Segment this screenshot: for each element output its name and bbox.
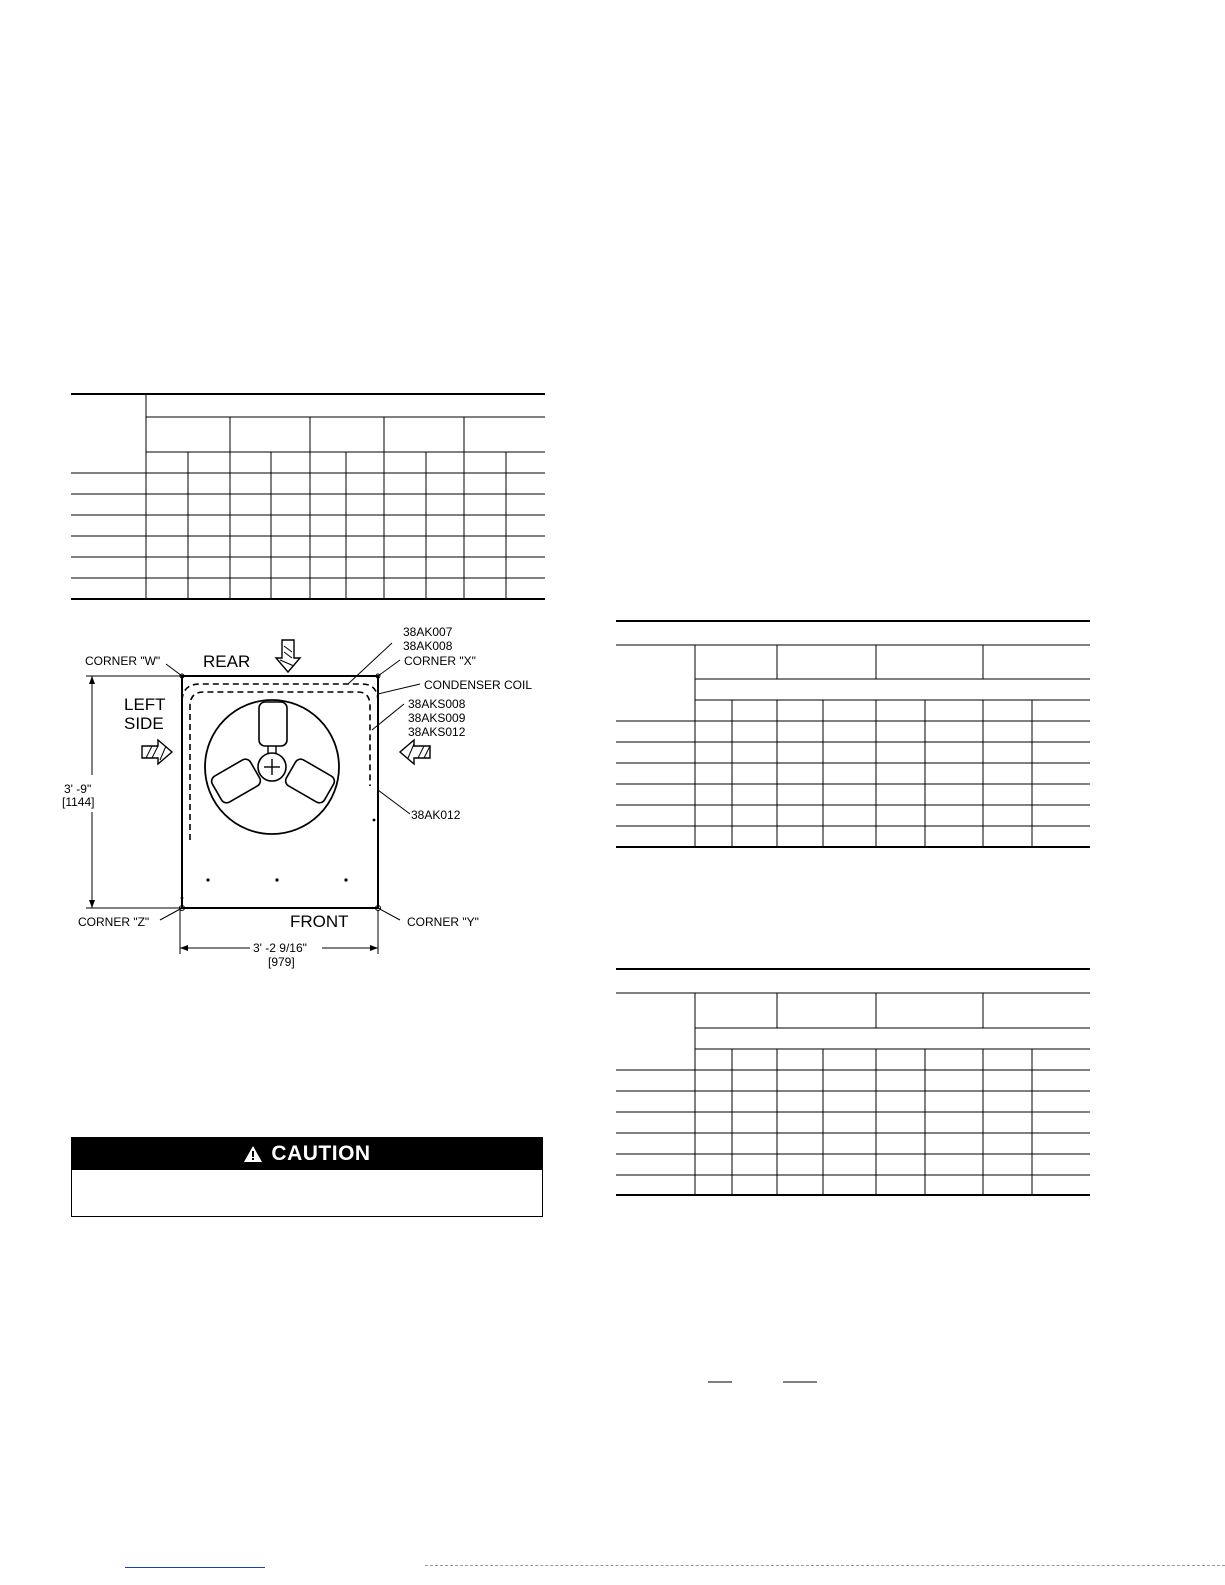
height-mm-label: [1144] [62, 795, 95, 809]
unit-top-view-diagram [0, 0, 600, 980]
right-table-2 [616, 969, 1090, 1195]
caution-header [72, 1138, 542, 1170]
height-dimension-label: 3' -9" [64, 782, 92, 796]
fan-blade [209, 757, 262, 805]
model-38ak008-label: 38AK008 [403, 639, 453, 653]
right-table-1 [616, 621, 1090, 847]
warning-triangle-icon [243, 1145, 263, 1163]
width-mm-label: [979] [268, 955, 295, 969]
rear-label: REAR [203, 652, 251, 671]
footer-rule [425, 1565, 1225, 1566]
model-38ak012-label: 38AK012 [411, 808, 461, 822]
corner-w-label: CORNER "W" [85, 654, 161, 668]
airflow-arrow-left-icon [142, 740, 172, 764]
condenser-coil-label: CONDENSER COIL [424, 678, 533, 692]
fan-blade [283, 757, 336, 805]
corner-x-label: CORNER "X" [404, 654, 476, 668]
model-38aks012-label: 38AKS012 [408, 725, 466, 739]
caution-box [71, 1137, 543, 1217]
airflow-arrow-rear-icon [276, 640, 300, 672]
model-38ak007-label: 38AK007 [403, 625, 453, 639]
left-side-label-line1: LEFT [124, 695, 166, 714]
corner-y-label: CORNER "Y" [407, 915, 479, 929]
model-38aks008-label: 38AKS008 [408, 697, 466, 711]
width-dimension-label: 3' -2 9/16" [253, 941, 307, 955]
model-38aks009-label: 38AKS009 [408, 711, 466, 725]
corner-z-label: CORNER "Z" [78, 915, 150, 929]
fan-blade [259, 702, 287, 746]
footer-link-underline [125, 1567, 265, 1568]
left-side-label-line2: SIDE [124, 714, 164, 733]
airflow-arrow-right-icon [400, 740, 430, 764]
caution-title: CAUTION [271, 1142, 371, 1165]
front-label: FRONT [290, 912, 349, 931]
